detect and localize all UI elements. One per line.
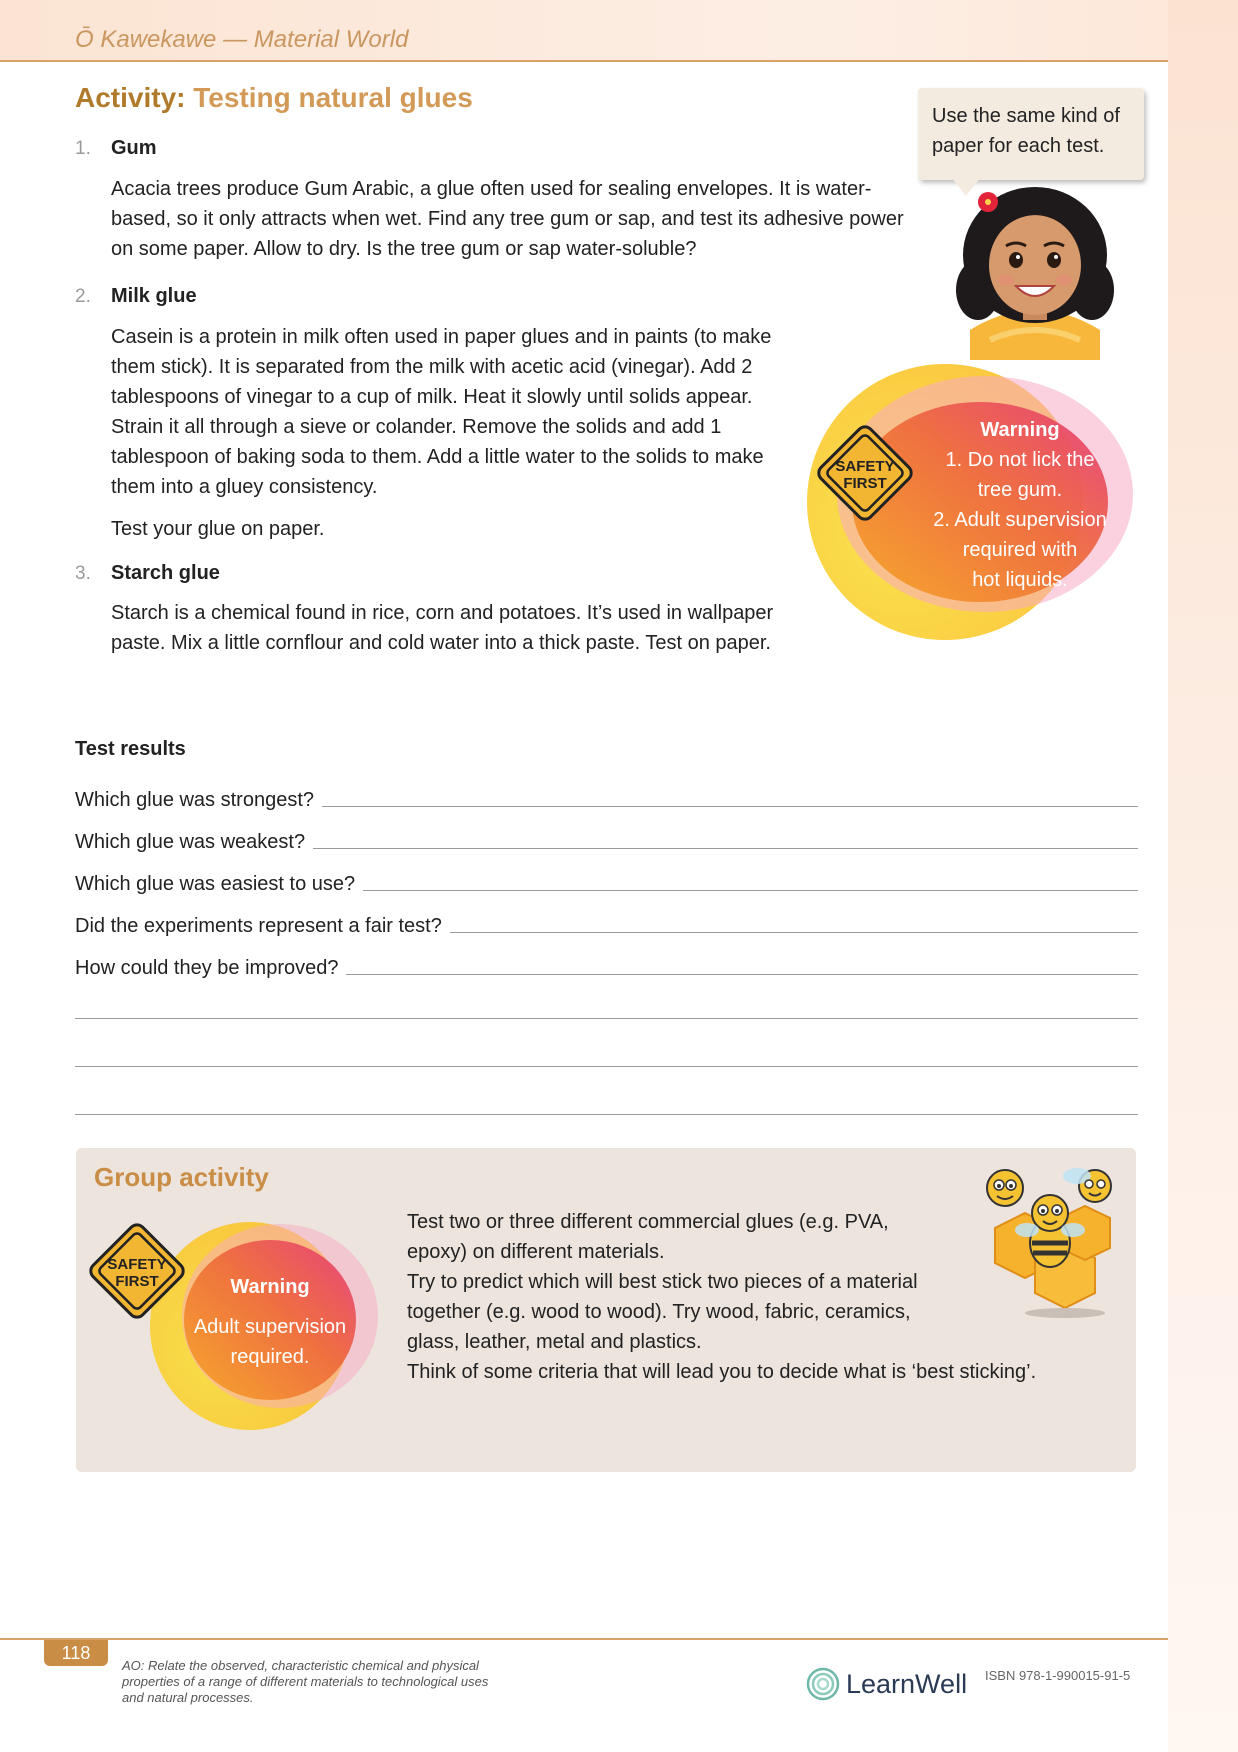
question-label: How could they be improved? <box>75 957 339 979</box>
answer-line[interactable] <box>450 932 1138 933</box>
answer-line[interactable] <box>313 848 1138 849</box>
answer-line[interactable] <box>346 974 1138 975</box>
group-activity-title: Group activity <box>94 1162 269 1192</box>
svg-text:SAFETY: SAFETY <box>835 458 895 475</box>
group-paragraph: Test two or three different commercial glues (e.g. PVA, epoxy) on different materials. <box>407 1211 889 1263</box>
warning-line: 1. Do not lick the <box>945 449 1095 471</box>
question-row <box>75 827 1138 857</box>
girl-character-illustration <box>950 180 1120 360</box>
warning-heading: Warning <box>980 419 1060 441</box>
milk-glue-paragraph: Casein is a protein in milk often used in paper glues and in paints (to make them stick). It is separated from the milk with acetic acid (vinegar). Add 2 tablespoons of vinegar to a cup of milk. Heat it slowly until solids appear. Strain it all through a sieve or colander. Remove the solids and add 1 tablespoon of baking soda to them. Add a little water to the solids to make them into a gluey consistency. <box>111 326 772 498</box>
achievement-objective-note: AO: Relate the observed, characteristic chemical and physical properties of a range of different materials to technological uses and natural processes. <box>122 1658 489 1705</box>
svg-text:FIRST: FIRST <box>115 1273 159 1290</box>
item-heading-starch-glue: Starch glue <box>111 562 220 584</box>
answer-line[interactable] <box>75 1066 1138 1067</box>
svg-text:SAFETY: SAFETY <box>107 1256 167 1273</box>
right-edge-band <box>1168 0 1238 1752</box>
warning-line: tree gum. <box>977 479 1063 501</box>
activity-name: Testing natural glues <box>193 82 473 113</box>
starch-glue-paragraph: Starch is a chemical found in rice, corn and potatoes. It’s used in wallpaper paste. Mix a little cornflour and cold water into a thick paste. Test on paper. <box>111 602 774 654</box>
item-heading-gum: Gum <box>111 137 157 159</box>
brand-name: LearnWell <box>846 1668 968 1699</box>
question-label: Which glue was strongest? <box>75 789 315 811</box>
speech-bubble <box>918 88 1144 180</box>
item-number: 3. <box>75 563 91 584</box>
question-label: Which glue was easiest to use? <box>75 873 356 895</box>
learnwell-swirl-icon <box>806 1667 840 1701</box>
item-number: 1. <box>75 138 91 159</box>
answer-line[interactable] <box>75 1114 1138 1115</box>
question-row <box>75 911 1138 941</box>
group-warning-heading: Warning <box>230 1276 310 1298</box>
group-warning-text <box>170 1272 370 1372</box>
bees-illustration <box>975 1158 1125 1318</box>
test-results-heading: Test results <box>75 738 186 760</box>
svg-text:FIRST: FIRST <box>843 475 887 492</box>
warning-line: 2. Adult supervision <box>933 509 1107 531</box>
answer-line[interactable] <box>322 806 1138 807</box>
question-row <box>75 953 1138 983</box>
gum-paragraph: Acacia trees produce Gum Arabic, a glue often used for sealing envelopes. It is water-based, so it only attracts when wet. Find any tree gum or sap, and test its adhesive power on some paper. Allow to dry. Is the tree gum or sap water-soluble? <box>111 178 904 260</box>
item-heading-milk-glue: Milk glue <box>111 285 197 307</box>
item-number: 2. <box>75 286 91 307</box>
answer-line[interactable] <box>75 1018 1138 1019</box>
group-paragraph: Think of some criteria that will lead you to decide what is ‘best sticking’. <box>407 1361 1037 1383</box>
group-paragraph: Try to predict which will best stick two pieces of a material together (e.g. wood to wood). Try wood, fabric, ceramics, glass, leather, metal and plastics. <box>407 1271 918 1353</box>
learnwell-logo <box>806 1664 967 1704</box>
footer-rule <box>0 1638 1168 1640</box>
activity-label: Activity: <box>75 82 186 113</box>
warning-line: required with <box>962 539 1078 561</box>
milk-glue-test-line: Test your glue on paper. <box>111 518 325 540</box>
warning-text <box>900 415 1140 595</box>
page-number: 118 <box>44 1640 108 1666</box>
answer-line[interactable] <box>363 890 1138 891</box>
speech-bubble-text: Use the same kind of paper for each test. <box>932 105 1120 157</box>
activity-title <box>75 82 473 114</box>
question-label: Which glue was weakest? <box>75 831 306 853</box>
question-row <box>75 785 1138 815</box>
header-title: Ō Kawekawe — Material World <box>75 26 409 53</box>
question-row <box>75 869 1138 899</box>
isbn: ISBN 978-1-990015-91-5 <box>985 1668 1131 1683</box>
warning-line: hot liquids. <box>972 569 1068 591</box>
group-warning-line: Adult supervision <box>193 1316 347 1338</box>
question-label: Did the experiments represent a fair test? <box>75 915 442 937</box>
group-warning-line: required. <box>230 1346 310 1368</box>
